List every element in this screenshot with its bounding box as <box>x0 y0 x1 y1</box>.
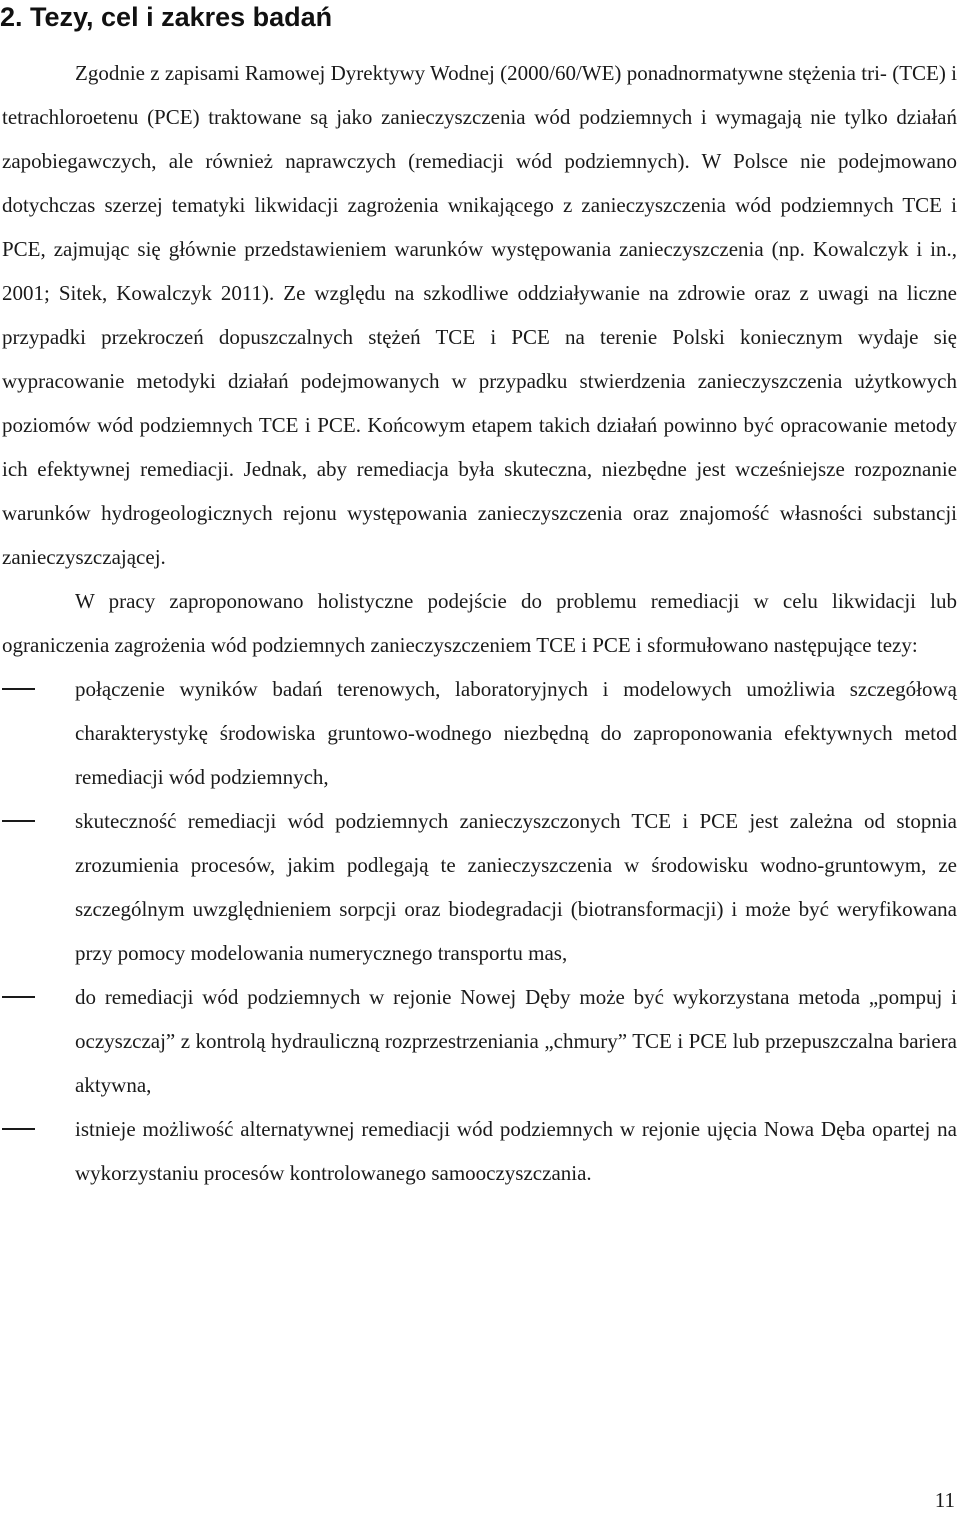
theses-list <box>2 667 957 1195</box>
thesis-item <box>2 667 957 799</box>
thesis-item <box>2 799 957 975</box>
thesis-text: do remediacji wód podziemnych w rejonie Nowej Dęby może być wykorzystana metoda „pompuj i oczyszczaj” z kontrolą hydrauliczną rozprzestrzeniania „chmury” TCE i PCE lub przepuszczalna bariera aktywna, <box>75 985 957 1097</box>
thesis-item <box>2 975 957 1107</box>
dash-bullet-icon <box>2 996 35 998</box>
thesis-text: istnieje możliwość alternatywnej remediacji wód podziemnych w rejonie ujęcia Nowa Dęba opartej na wykorzystaniu procesów kontrolowanego samooczyszczania. <box>75 1117 957 1185</box>
thesis-text: połączenie wyników badań terenowych, laboratoryjnych i modelowych umożliwia szczegółową charakterystykę środowiska gruntowo-wodnego niezbędną do zaproponowania efektywnych metod remediacji wód podziemnych, <box>75 677 957 789</box>
thesis-text: skuteczność remediacji wód podziemnych zanieczyszczonych TCE i PCE jest zależna od stopnia zrozumienia procesów, jakim podlegają te zanieczyszczenia w środowisku wodno-gruntowym, ze szczególnym uwzględnieniem sorpcji oraz biodegradacji (biotransformacji) i może być weryfikowana przy pomocy modelowania numerycznego transportu mas, <box>75 809 957 965</box>
section-body <box>2 51 957 1195</box>
paragraph-intro: Zgodnie z zapisami Ramowej Dyrektywy Wodnej (2000/60/WE) ponadnormatywne stężenia tri- (TCE) i tetrachloroetenu (PCE) traktowane są jako zanieczyszczenia wód podziemnych i wymagają nie tylko działań zapobiegawczych, ale również naprawczych (remediacji wód podziemnych). W Polsce nie podejmowano dotychczas szerzej tematyki likwidacji zagrożenia wnikającego z zanieczyszczenia wód podziemnych TCE i PCE, zajmując się głównie przedstawieniem warunków występowania zanieczyszczenia (np. Kowalczyk i in., 2001; Sitek, Kowalczyk 2011). Ze względu na szkodliwe oddziaływanie na zdrowie oraz z uwagi na liczne przypadki przekroczeń dopuszczalnych stężeń TCE i PCE na terenie Polski koniecznym wydaje się wypracowanie metodyki działań podejmowanych w przypadku stwierdzenia zanieczyszczenia użytkowych poziomów wód podziemnych TCE i PCE. Końcowym etapem takich działań powinno być opracowanie metody ich efektywnej remediacji. Jednak, aby remediacja była skuteczna, niezbędne jest wcześniejsze rozpoznanie warunków hydrogeologicznych rejonu występowania zanieczyszczenia oraz znajomość własności substancji zanieczyszczającej. <box>2 61 957 569</box>
dash-bullet-icon <box>2 1128 35 1130</box>
paragraph-theses-lead: W pracy zaproponowano holistyczne podejście do problemu remediacji w celu likwidacji lub ograniczenia zagrożenia wód podziemnych zanieczyszczeniem TCE i PCE i sformułowano następujące tezy: <box>2 589 957 657</box>
page-number: 11 <box>934 1488 955 1512</box>
dash-bullet-icon <box>2 688 35 690</box>
thesis-item <box>2 1107 957 1195</box>
section-heading: 2. Tezy, cel i zakres badań <box>0 2 333 32</box>
dash-bullet-icon <box>2 820 35 822</box>
